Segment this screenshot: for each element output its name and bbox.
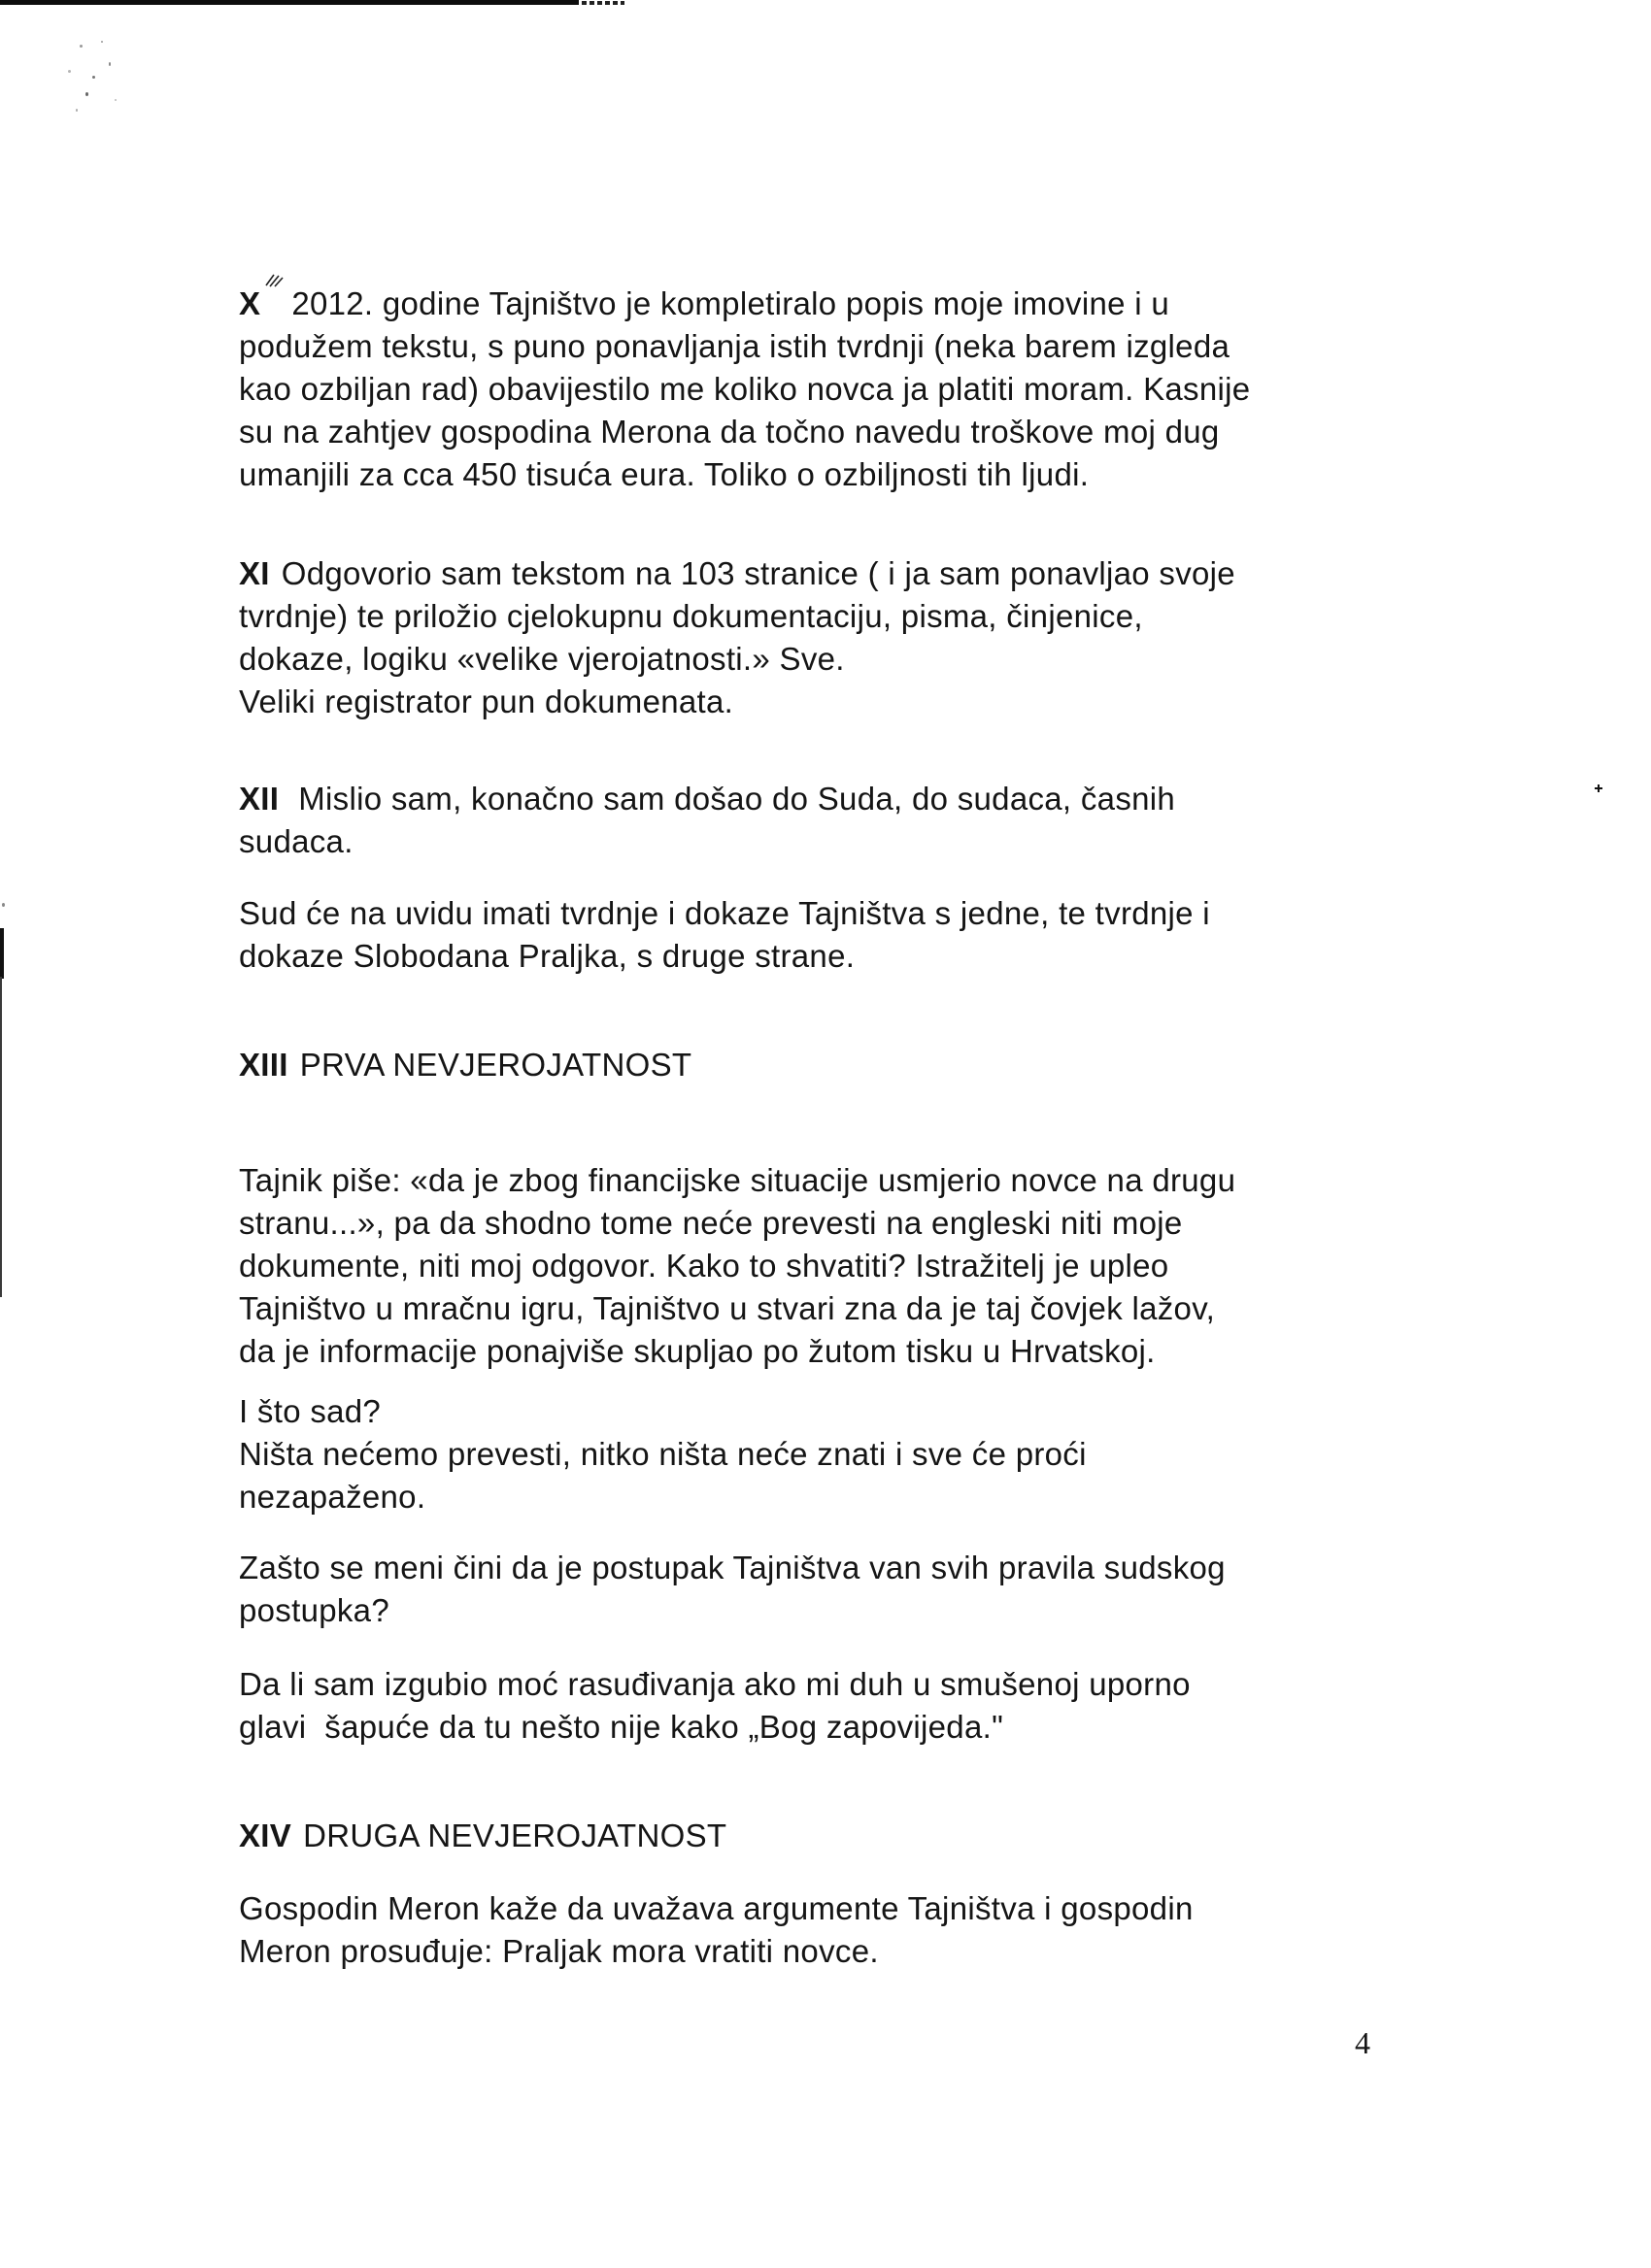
paragraph-numeral: XII <box>239 781 280 817</box>
paragraph-line: X 2012. godine Tajništvo je kompletiralo popis moje imovine i u <box>239 285 1170 321</box>
paragraph-x <box>239 283 1250 496</box>
scan-speck <box>2 903 5 907</box>
paragraph-line: XII Mislio sam, konačno sam došao do Suda, do sudaca, časnih <box>239 781 1176 817</box>
page-number: 4 <box>1355 2025 1370 2060</box>
paragraph-sud <box>239 892 1210 978</box>
heading-xiii <box>239 1044 691 1086</box>
scan-speck <box>68 70 71 73</box>
paragraph-numeral: X <box>239 285 261 321</box>
paragraph-line: Veliki registrator pun dokumenata. <box>239 684 734 719</box>
paragraph-meron <box>239 1887 1194 1973</box>
paragraph-xii <box>239 778 1175 863</box>
paragraph-i-sto-sad <box>239 1390 1087 1518</box>
scan-speck <box>101 41 103 43</box>
scan-speck <box>92 76 95 79</box>
paragraph-xi <box>239 552 1235 723</box>
paragraph-line: glavi šapuće da tu nešto nije kako „Bog zapovijeda." <box>239 1709 1004 1745</box>
heading-xiv <box>239 1815 726 1857</box>
scan-speck <box>109 62 111 66</box>
section-heading: XIII PRVA NEVJEROJATNOST <box>239 1047 692 1083</box>
scan-left-edge-streak <box>0 928 4 979</box>
paragraph-line: su na zahtjev gospodina Merona da točno navedu troškove moj dug <box>239 414 1220 450</box>
scan-cross-speck <box>1595 784 1602 792</box>
paragraph-line: Tajnik piše: «da je zbog financijske situacije usmjerio novce na drugu <box>239 1162 1236 1198</box>
scan-speck <box>80 45 83 48</box>
paragraph-line: stranu...», pa da shodno tome neće prevesti na engleski niti moje <box>239 1205 1183 1241</box>
scan-speck <box>85 92 88 96</box>
paragraph-line: nezapaženo. <box>239 1479 426 1515</box>
paragraph-line: Tajništvo u mračnu igru, Tajništvo u stvari zna da je taj čovjek lažov, <box>239 1290 1216 1326</box>
paragraph-line: I što sad? <box>239 1393 382 1429</box>
paragraph-line: dokaze Slobodana Praljka, s druge strane. <box>239 938 856 974</box>
paragraph-line: Da li sam izgubio moć rasuđivanja ako mi duh u smušenoj uporno <box>239 1666 1191 1702</box>
paragraph-line: postupka? <box>239 1592 389 1628</box>
scan-speck <box>115 99 117 101</box>
section-heading: XIV DRUGA NEVJEROJATNOST <box>239 1818 727 1853</box>
heading-numeral: XIII <box>239 1047 288 1083</box>
scan-top-edge-dashes <box>582 1 624 5</box>
paragraph-line: dokaze, logiku «velike vjerojatnosti.» Sve. <box>239 641 845 677</box>
paragraph-line: tvrdnje) te priložio cjelokupnu dokumentaciju, pisma, činjenice, <box>239 598 1143 634</box>
heading-numeral: XIV <box>239 1818 292 1853</box>
paragraph-line: dokumente, niti moj odgovor. Kako to shvatiti? Istražitelj je upleo <box>239 1248 1169 1284</box>
paragraph-tajnik <box>239 1159 1235 1373</box>
paragraph-line: Sud će na uvidu imati tvrdnje i dokaze Tajništva s jedne, te tvrdnje i <box>239 895 1210 931</box>
paragraph-line: sudaca. <box>239 823 354 859</box>
paragraph-line: Ništa nećemo prevesti, nitko ništa neće znati i sve će proći <box>239 1436 1087 1472</box>
scan-speck <box>76 109 78 112</box>
paragraph-line: kao ozbiljan rad) obavijestilo me koliko novca ja platiti moram. Kasnije <box>239 371 1251 407</box>
paragraph-zasto <box>239 1547 1226 1632</box>
paragraph-da-li <box>239 1663 1191 1749</box>
paragraph-line: da je informacije ponajviše skupljao po žutom tisku u Hrvatskoj. <box>239 1333 1156 1369</box>
paragraph-line: Gospodin Meron kaže da uvažava argumente Tajništva i gospodin <box>239 1890 1194 1926</box>
scan-top-edge-line <box>0 0 579 5</box>
paragraph-line: Zašto se meni čini da je postupak Tajništva van svih pravila sudskog <box>239 1550 1226 1585</box>
scan-left-edge-streak-thin <box>0 977 2 1297</box>
paragraph-line: Meron prosuđuje: Praljak mora vratiti novce. <box>239 1933 879 1969</box>
paragraph-line: umanjili za cca 450 tisuća eura. Toliko o ozbiljnosti tih ljudi. <box>239 456 1090 492</box>
paragraph-line: podužem tekstu, s puno ponavljanja istih tvrdnji (neka barem izgleda <box>239 328 1230 364</box>
paragraph-numeral: XI <box>239 555 270 591</box>
paragraph-line: XI Odgovorio sam tekstom na 103 stranice ( i ja sam ponavljao svoje <box>239 555 1235 591</box>
